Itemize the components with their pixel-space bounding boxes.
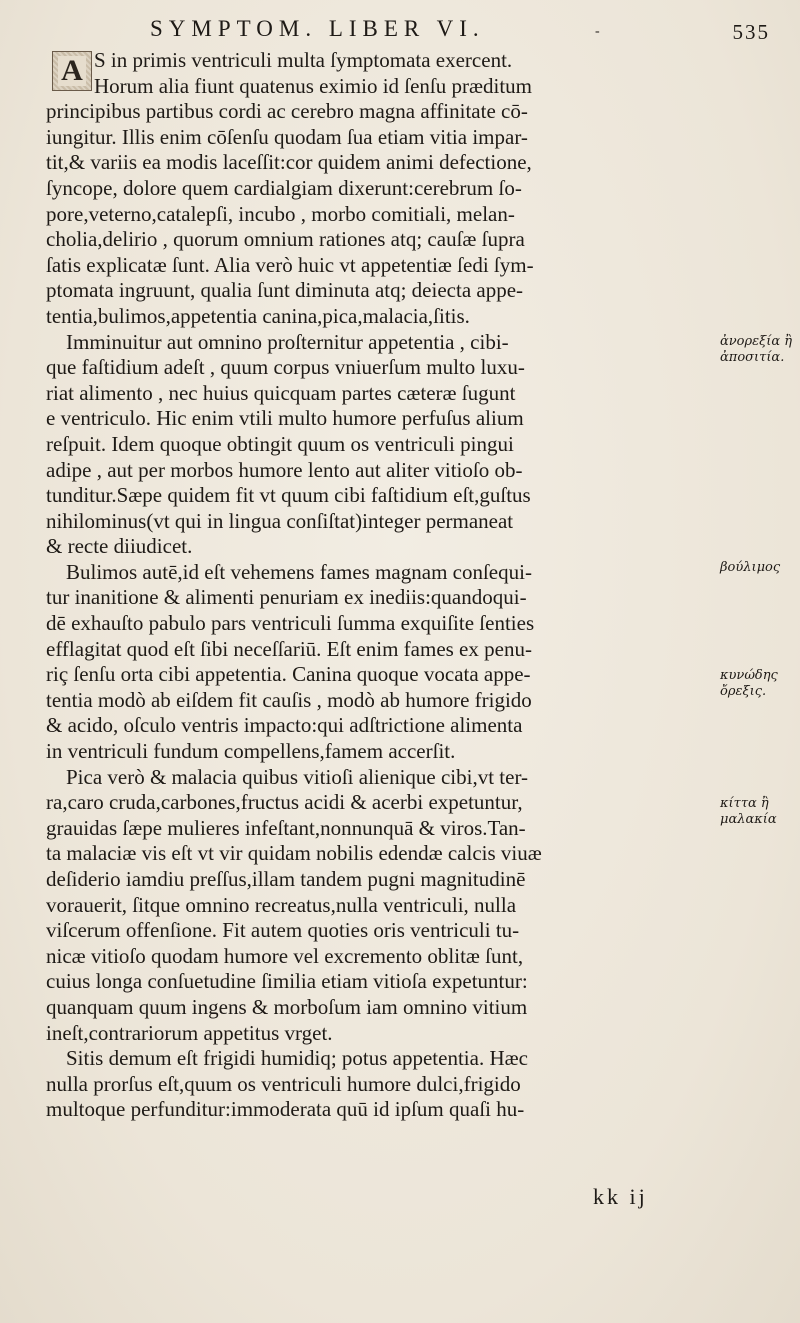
initial-letter: A xyxy=(58,56,86,86)
text-line: cuius longa conſuetudine ſimilia etiam vitioſa expetuntur: xyxy=(46,969,528,994)
text-line: Sitis demum eſt frigidi humidiq; potus appetentia. Hæc xyxy=(66,1046,528,1071)
text-line: ptomata ingruunt, qualia ſunt diminuta atq; deiecta appe- xyxy=(46,278,524,303)
text-line: dē exhauſto pabulo pars ventriculi ſumma exquiſite ſenties xyxy=(46,611,535,636)
text-line: cholia,delirio , quorum omnium rationes atq; cauſæ ſupra xyxy=(46,227,525,252)
text-line: tunditur.Sæpe quidem fit vt quum cibi faſtidium eſt,guſtus xyxy=(46,483,531,508)
text-line: S in primis ventriculi multa ſymptomata exercent. xyxy=(94,48,513,72)
text-line: que faſtidium adeſt , quum corpus vniuerſum multo luxu- xyxy=(46,355,525,380)
text-line: iungitur. Illis enim cōſenſu quodam ſua etiam vitia impar- xyxy=(46,124,528,149)
text-line: Pica verò & malacia quibus vitioſi alienique cibi,vt ter- xyxy=(66,764,529,789)
text-line: nihilominus(vt qui in lingua conſiſtat)integer permaneat xyxy=(46,508,514,533)
text-line: tur inanitione & alimenti penuriam ex inediis:quandoqui- xyxy=(46,585,527,610)
text-line: adipe , aut per morbos humore lento aut aliter vitioſo ob- xyxy=(46,457,523,482)
text-line: Bulimos autē,id eſt vehemens fames magnam conſequi- xyxy=(66,559,532,584)
text-line: ſyncope, dolore quem cardialgiam dixerunt:cerebrum ſo- xyxy=(46,175,522,200)
text-line: riat alimento , nec huius quicquam partes cæteræ ſugunt xyxy=(46,380,516,405)
margin-notes xyxy=(720,0,800,1323)
header-mark: - xyxy=(595,24,600,39)
text-line: & recte diiudicet. xyxy=(46,534,193,559)
text-line: ineſt,contrariorum appetitus vrget. xyxy=(46,1020,333,1045)
margin-note-anorexia: ἀνορεξία ἢ ἀποσιτία. xyxy=(720,334,793,365)
page-number: 535 xyxy=(732,20,770,44)
signature-mark: kk ij xyxy=(593,1184,648,1209)
text-line: e ventriculo. Hic enim vtili multo humore perfuſus alium xyxy=(46,406,524,431)
text-line: nulla prorſus eſt,quum os ventriculi humore dulci,frigido xyxy=(46,1071,521,1096)
text-line: efflagitat quod eſt ſibi neceſſariū. Eſt enim fames ex penu- xyxy=(46,636,532,661)
text-line: in ventriculi fundum compellens,famem accerſit. xyxy=(46,739,456,764)
page-header xyxy=(150,16,770,46)
text-line: tentia modò ab eiſdem fit cauſis , modò ab humore frigido xyxy=(46,687,532,712)
text-line: multoque perfunditur:immoderata quū id ipſum quaſi hu- xyxy=(46,1097,525,1122)
text-line: deſiderio iamdiu preſſus,illam tandem pugni magnitudinē xyxy=(46,867,526,891)
text-line: reſpuit. Idem quoque obtingit quum os ventriculi pingui xyxy=(46,431,514,456)
text-line: principibus partibus cordi ac cerebro magna affinitate cō- xyxy=(46,99,528,124)
text-line: Horum alia fiunt quatenus eximio id ſenſu præditum xyxy=(94,73,533,98)
text-line: riç ſenſu orta cibi appetentia. Canina quoque vocata appe- xyxy=(46,662,531,687)
margin-note-pica: κίττα ἢ μαλακία xyxy=(720,796,777,827)
text-line: viſcerum offenſione. Fit autem quoties oris ventriculi tu- xyxy=(46,918,520,943)
text-line: ſatis explicatæ ſunt. Alia verò huic vt appetentiæ ſedi ſym- xyxy=(46,252,534,277)
body-text xyxy=(46,48,726,1123)
text-line: nicæ vitioſo quodam humore vel excremento oblitæ ſunt, xyxy=(46,943,524,968)
margin-note-bulimos: βούλιμος xyxy=(720,560,781,575)
text-line: ra,caro cruda,carbones,fructus acidi & acerbi expetuntur, xyxy=(46,790,523,815)
text-line: ta malaciæ vis eſt vt vir quidam nobilis edendæ calcis viuæ xyxy=(46,841,542,866)
text-line: Imminuitur aut omnino proſternitur appetentia , cibi- xyxy=(66,329,509,354)
text-line: grauidas ſæpe mulieres infeſtant,nonnunquā & viros.Tan- xyxy=(46,815,526,840)
margin-note-kynodes: κυνώδης ὄρεξις. xyxy=(720,668,778,699)
text-line: & acido, oſculo ventris impacto:qui adſtrictione alimenta xyxy=(46,713,523,738)
text-line: tit,& variis ea modis laceſſit:cor quidem animi defectione, xyxy=(46,150,532,175)
text-line: tentia,bulimos,appetentia canina,pica,malacia,ſitis. xyxy=(46,303,470,328)
text-line: vorauerit, ſitque omnino recreatus,nulla ventriculi, nulla xyxy=(46,892,517,917)
running-title: SYMPTOM. LIBER VI. xyxy=(150,16,485,41)
text-line: pore,veterno,catalepſi, incubo , morbo comitiali, melan- xyxy=(46,201,515,226)
text-line: quanquam quum ingens & morboſum iam omnino vitium xyxy=(46,994,528,1019)
